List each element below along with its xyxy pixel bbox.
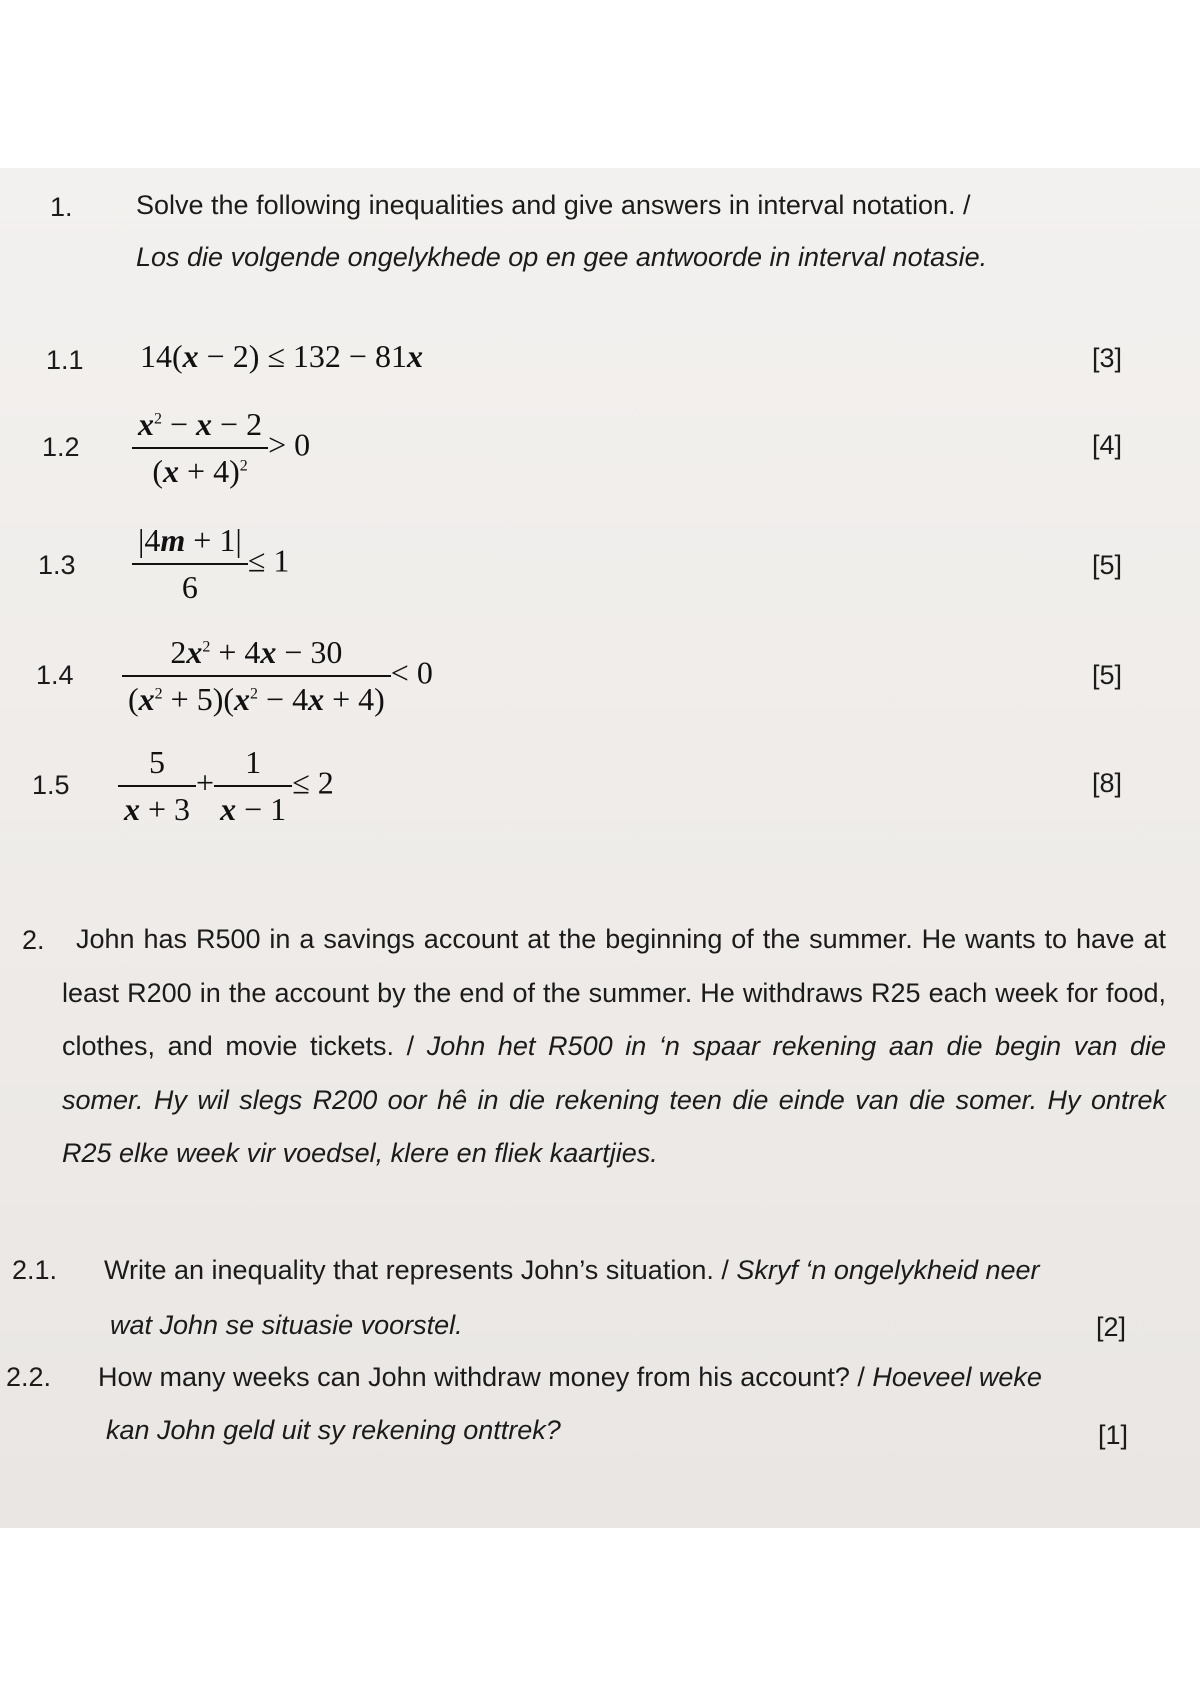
item-1-4-number: 1.4: [36, 660, 74, 690]
question-2-text-af: John het R500 in ‘n spaar rekening aan die begin van die somer. Hy wil slegs R200 oor hê in die rekening teen die einde van die somer. Hy ontrek R25 elke week vir voedsel, klere en fliek kaartjies.: [62, 1031, 1166, 1168]
item-1-1-marks: [3]: [1092, 343, 1123, 373]
item-1-1-number: 1.1: [46, 345, 84, 375]
item-2-1-text-af-1: Skryf ‘n ongelykheid neer: [736, 1255, 1040, 1285]
inequality-1-5: $\frac{5}{x + 3}$ + $\frac{1}{x - 1}$ ≤ 2: [118, 744, 334, 828]
question-2-paragraph: [62, 913, 1166, 1181]
item-2-2-text-af-1: Hoeveel weke: [872, 1362, 1042, 1392]
inequality-1-1: 14(x − 2) ≤ 132 − 81x: [140, 338, 423, 374]
item-2-2-text-af-2: kan John geld uit sy rekening onttrek?: [106, 1415, 561, 1445]
item-2-1-text-en: Write an inequality that represents John’s situation. /: [104, 1255, 729, 1285]
item-2-2-text-en: How many weeks can John withdraw money from his account? /: [98, 1362, 865, 1392]
inequality-1-2: $\frac{x^2 - x - 2}{(x + 4)^2}$ > 0: [132, 406, 310, 490]
item-2-1-text-af-2: wat John se situasie voorstel.: [110, 1310, 463, 1340]
question-2-text-en: John has R500 in a savings account at the beginning of the summer. He wants to have at least R200 in the account by the end of the summer. He withdraws R25 each week for food, clothes, and movie tickets. /: [62, 924, 1166, 1061]
item-1-3-number: 1.3: [38, 550, 76, 580]
inequality-1-3: $\frac{|4m + 1|}{6}$ ≤ 1: [132, 522, 289, 606]
item-1-5-number: 1.5: [32, 770, 70, 800]
question-1-number: 1.: [50, 192, 73, 222]
question-2-number: 2.: [22, 925, 45, 955]
question-1-instruction-af: Los die volgende ongelykhede op en gee antwoorde in interval notasie.: [136, 242, 988, 272]
item-2-1-marks: [2]: [1096, 1312, 1127, 1342]
item-2-2-marks: [1]: [1098, 1420, 1129, 1450]
item-1-4-marks: [5]: [1092, 660, 1123, 690]
inequality-1-4: $\frac{2x^2 + 4x - 30}{(x^2 + 5)(x^2 - 4x + 4)}$ < 0: [122, 634, 433, 718]
item-1-3-marks: [5]: [1092, 550, 1123, 580]
item-2-2-line-1: [98, 1362, 1170, 1393]
item-2-1-number: 2.1.: [12, 1255, 58, 1285]
item-2-1-line-1: [104, 1255, 1170, 1286]
item-1-2-marks: [4]: [1092, 430, 1123, 460]
item-1-5-marks: [8]: [1092, 768, 1123, 798]
item-1-2-number: 1.2: [42, 432, 80, 462]
item-2-2-number: 2.2.: [6, 1362, 52, 1392]
question-1-instruction-en: Solve the following inequalities and give answers in interval notation. /: [136, 190, 971, 220]
